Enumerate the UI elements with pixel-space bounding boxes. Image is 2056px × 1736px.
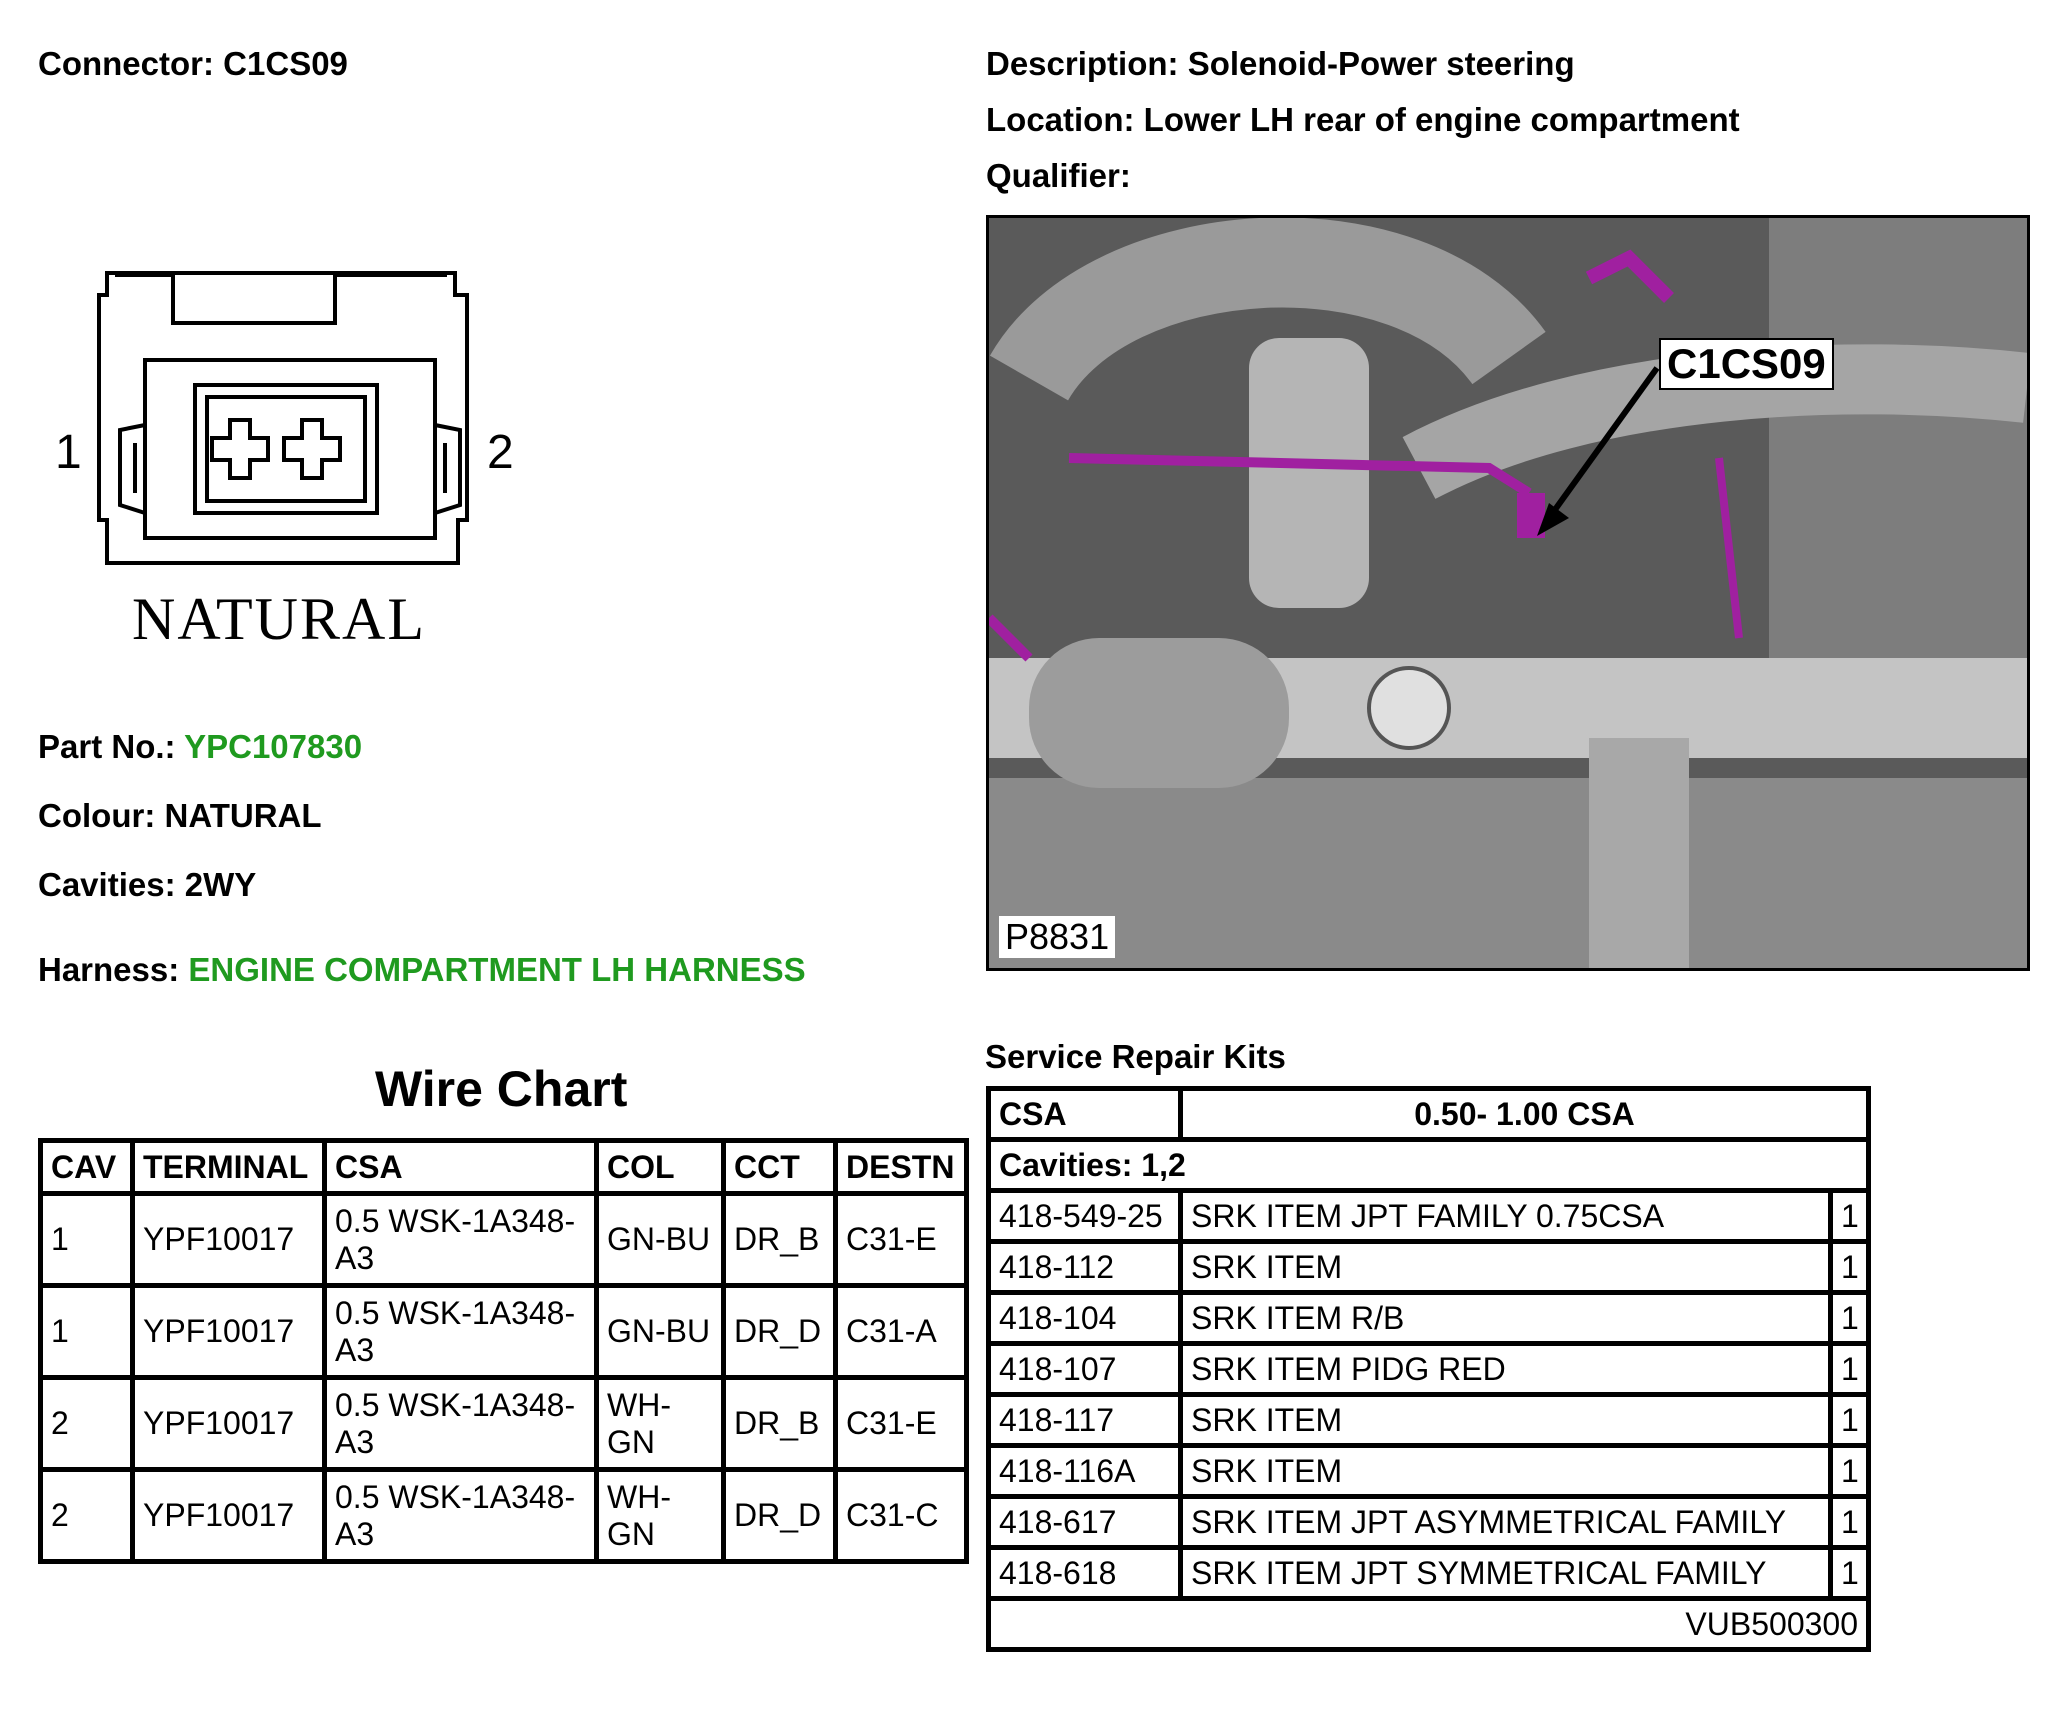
srk-item-qty: 1 xyxy=(1831,1344,1869,1395)
qualifier-line xyxy=(986,157,1131,195)
connector-value: C1CS09 xyxy=(223,45,348,82)
cct-cell: DR_B xyxy=(724,1378,836,1470)
pin-1-label: 1 xyxy=(55,426,82,479)
col-header-cav: CAV xyxy=(41,1141,133,1194)
wire-chart-title: Wire Chart xyxy=(375,1061,628,1117)
description-value: Solenoid-Power steering xyxy=(1187,45,1575,82)
csa-cell: 0.5 WSK-1A348-A3 xyxy=(325,1286,597,1378)
connector-callout: C1CS09 xyxy=(1659,338,1834,390)
srk-footer-row xyxy=(989,1599,1869,1650)
cct-cell: DR_D xyxy=(724,1470,836,1562)
cav-cell: 1 xyxy=(41,1286,133,1378)
harness-label: Harness: xyxy=(38,951,180,988)
srk-item-qty: 1 xyxy=(1831,1242,1869,1293)
pin-2-label: 2 xyxy=(487,426,514,479)
srk-item-qty: 1 xyxy=(1831,1548,1869,1599)
list-item xyxy=(989,1446,1869,1497)
srk-item-code: 418-107 xyxy=(989,1344,1181,1395)
list-item xyxy=(989,1395,1869,1446)
cav-cell: 1 xyxy=(41,1194,133,1286)
terminal-cell: YPF10017 xyxy=(133,1378,325,1470)
terminal-cell: YPF10017 xyxy=(133,1470,325,1562)
list-item xyxy=(989,1191,1869,1242)
srk-item-qty: 1 xyxy=(1831,1293,1869,1344)
srk-item-code: 418-104 xyxy=(989,1293,1181,1344)
list-item xyxy=(989,1293,1869,1344)
table-row xyxy=(41,1378,967,1470)
srk-item-qty: 1 xyxy=(1831,1497,1869,1548)
srk-csa-value: 0.50- 1.00 CSA xyxy=(1181,1089,1869,1140)
col-header-cct: CCT xyxy=(724,1141,836,1194)
col-cell: GN-BU xyxy=(597,1286,724,1378)
wire-chart-header-row xyxy=(41,1141,967,1194)
srk-item-qty: 1 xyxy=(1831,1395,1869,1446)
srk-table xyxy=(986,1086,1871,1652)
cav-cell: 2 xyxy=(41,1378,133,1470)
table-row xyxy=(41,1194,967,1286)
srk-item-desc: SRK ITEM JPT ASYMMETRICAL FAMILY xyxy=(1181,1497,1831,1548)
col-header-col: COL xyxy=(597,1141,724,1194)
qualifier-label: Qualifier: xyxy=(986,157,1131,194)
connector-colour-caption: NATURAL xyxy=(132,586,426,652)
col-header-terminal: TERMINAL xyxy=(133,1141,325,1194)
srk-csa-label: CSA xyxy=(989,1089,1181,1140)
list-item xyxy=(989,1344,1869,1395)
destn-cell: C31-A xyxy=(836,1286,967,1378)
connector-label: Connector: xyxy=(38,45,214,82)
srk-item-qty: 1 xyxy=(1831,1191,1869,1242)
srk-title: Service Repair Kits xyxy=(985,1038,1286,1075)
srk-csa-row xyxy=(989,1089,1869,1140)
cavities-value: 2WY xyxy=(184,866,257,903)
srk-item-code: 418-112 xyxy=(989,1242,1181,1293)
col-header-csa: CSA xyxy=(325,1141,597,1194)
srk-item-desc: SRK ITEM xyxy=(1181,1395,1831,1446)
wire-chart-table xyxy=(38,1138,969,1564)
srk-item-code: 418-117 xyxy=(989,1395,1181,1446)
cct-cell: DR_D xyxy=(724,1286,836,1378)
harness-line xyxy=(38,951,806,989)
list-item xyxy=(989,1497,1869,1548)
part-number-label: Part No.: xyxy=(38,728,176,765)
cavities-line xyxy=(38,866,256,904)
srk-item-code: 418-116A xyxy=(989,1446,1181,1497)
srk-item-desc: SRK ITEM xyxy=(1181,1242,1831,1293)
srk-item-desc: SRK ITEM JPT FAMILY 0.75CSA xyxy=(1181,1191,1831,1242)
list-item xyxy=(989,1242,1869,1293)
destn-cell: C31-E xyxy=(836,1378,967,1470)
srk-item-code: 418-549-25 xyxy=(989,1191,1181,1242)
location-label: Location: xyxy=(986,101,1135,138)
col-header-destn: DESTN xyxy=(836,1141,967,1194)
colour-label: Colour: xyxy=(38,797,156,834)
description-label: Description: xyxy=(986,45,1179,82)
connector-heading xyxy=(38,45,348,83)
cav-cell: 2 xyxy=(41,1470,133,1562)
srk-item-qty: 1 xyxy=(1831,1446,1869,1497)
table-row xyxy=(41,1286,967,1378)
harness-link[interactable]: ENGINE COMPARTMENT LH HARNESS xyxy=(188,951,806,988)
col-cell: WH-GN xyxy=(597,1470,724,1562)
cct-cell: DR_B xyxy=(724,1194,836,1286)
srk-cavities-row xyxy=(989,1140,1869,1191)
csa-cell: 0.5 WSK-1A348-A3 xyxy=(325,1470,597,1562)
srk-footer-code: VUB500300 xyxy=(989,1599,1869,1650)
description-line xyxy=(986,45,1575,83)
terminal-cell: YPF10017 xyxy=(133,1286,325,1378)
col-cell: WH-GN xyxy=(597,1378,724,1470)
cavities-label: Cavities: xyxy=(38,866,176,903)
srk-item-desc: SRK ITEM JPT SYMMETRICAL FAMILY xyxy=(1181,1548,1831,1599)
colour-value: NATURAL xyxy=(164,797,322,834)
photo-id: P8831 xyxy=(999,916,1115,958)
destn-cell: C31-E xyxy=(836,1194,967,1286)
location-line xyxy=(986,101,1740,139)
srk-item-code: 418-618 xyxy=(989,1548,1181,1599)
engine-bay-illustration xyxy=(989,218,2027,968)
terminal-cell: YPF10017 xyxy=(133,1194,325,1286)
csa-cell: 0.5 WSK-1A348-A3 xyxy=(325,1194,597,1286)
srk-item-desc: SRK ITEM R/B xyxy=(1181,1293,1831,1344)
location-value: Lower LH rear of engine compartment xyxy=(1143,101,1740,138)
col-cell: GN-BU xyxy=(597,1194,724,1286)
srk-cavities: Cavities: 1,2 xyxy=(989,1140,1869,1191)
srk-item-code: 418-617 xyxy=(989,1497,1181,1548)
table-row xyxy=(41,1470,967,1562)
csa-cell: 0.5 WSK-1A348-A3 xyxy=(325,1378,597,1470)
list-item xyxy=(989,1548,1869,1599)
colour-line xyxy=(38,797,322,835)
srk-item-desc: SRK ITEM xyxy=(1181,1446,1831,1497)
part-number-link[interactable]: YPC107830 xyxy=(184,728,363,765)
srk-item-desc: SRK ITEM PIDG RED xyxy=(1181,1344,1831,1395)
location-photo xyxy=(986,215,2030,971)
part-number-line xyxy=(38,728,362,766)
destn-cell: C31-C xyxy=(836,1470,967,1562)
